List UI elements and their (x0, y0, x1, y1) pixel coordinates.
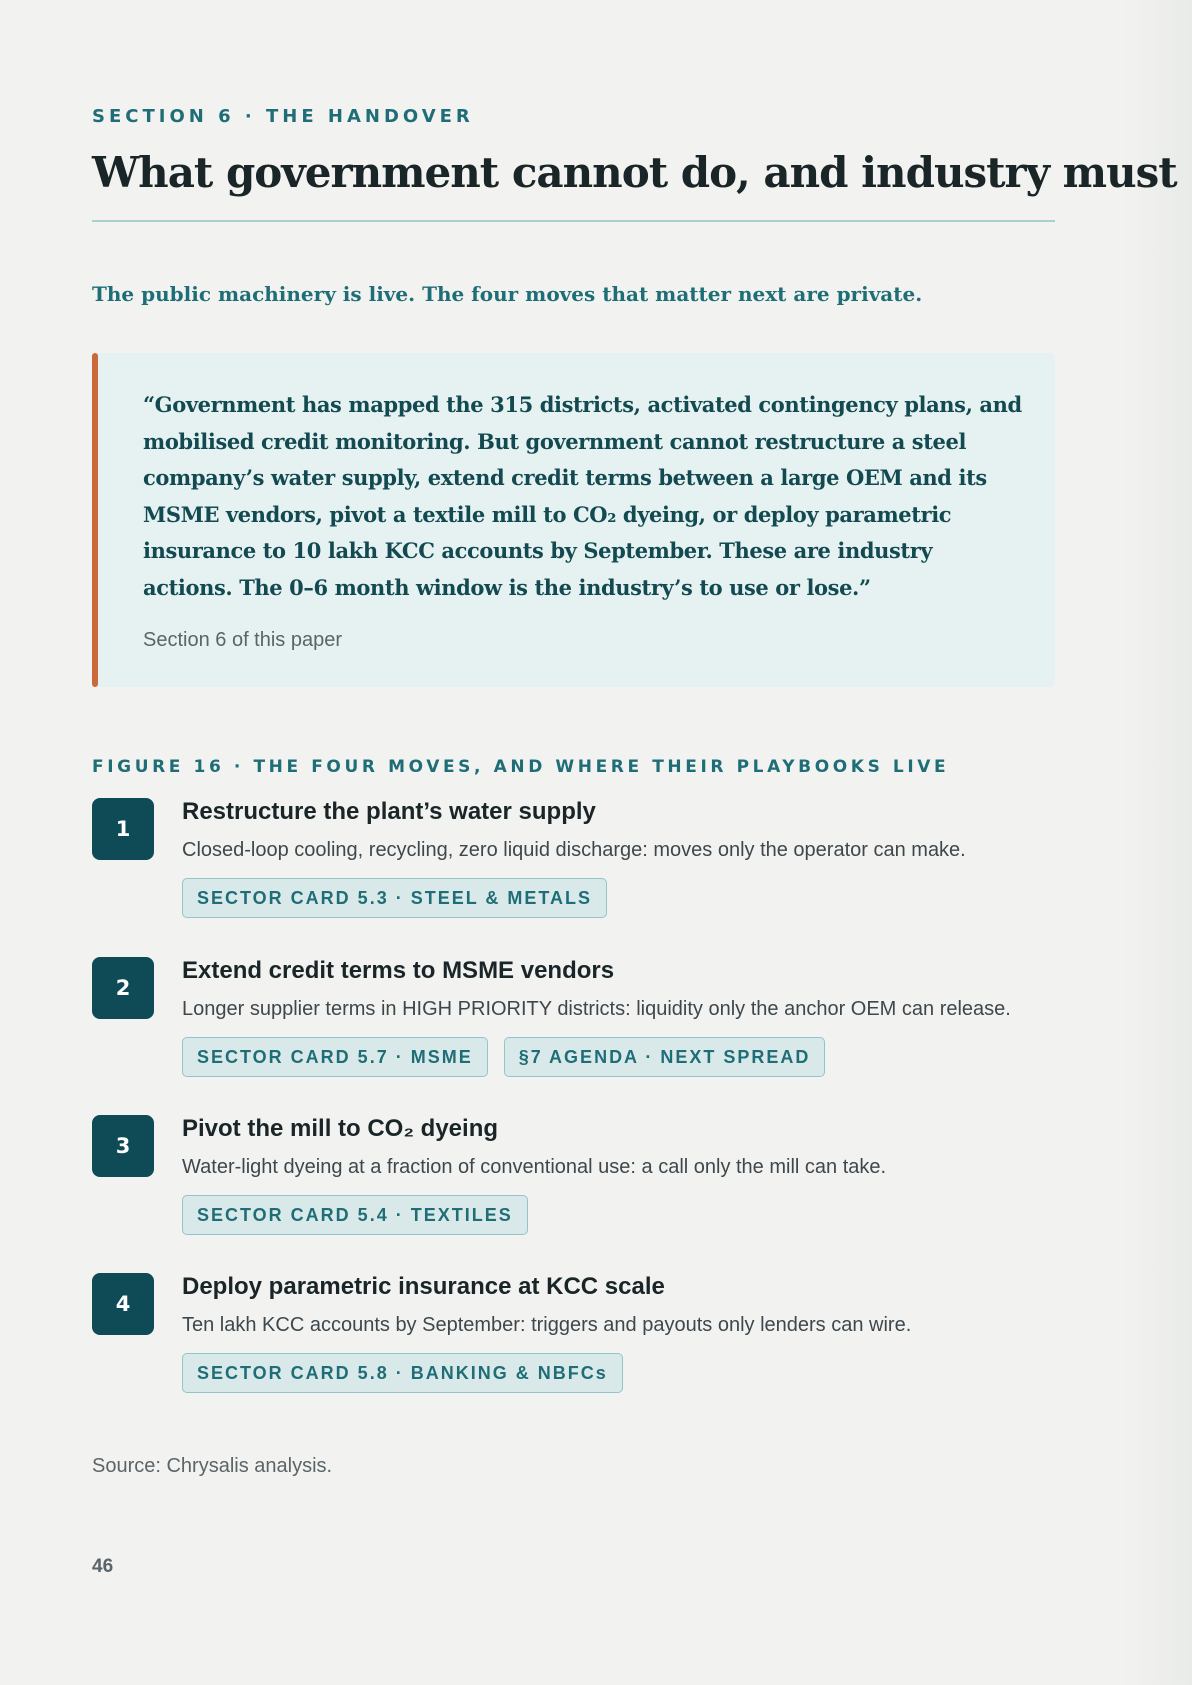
lede: The public machinery is live. The four moves that matter next are private. (92, 282, 923, 306)
pull-quote (92, 353, 1055, 687)
move-title: Pivot the mill to CO₂ dyeing (182, 1115, 499, 1142)
page-number: 46 (92, 1556, 114, 1577)
move-title: Restructure the plant’s water supply (182, 798, 596, 825)
sector-card-tag[interactable]: SECTOR CARD 5.3 · STEEL & METALS (182, 878, 607, 918)
move-tags (182, 1195, 528, 1235)
quote-text: “Government has mapped the 315 districts, activated contingency plans, and mobilised credit monitoring. But government cannot restructure a steel company’s water supply, extend credit terms between a large OEM and its MSME vendors, pivot a textile mill to CO₂ dyeing, or deploy parametric insurance to 10 lakh KCC accounts by September. These are industry actions. The 0–6 month window is the industry’s to use or lose.” (143, 392, 1022, 600)
page-title: What government cannot do, and industry must (92, 148, 1177, 197)
title-divider (92, 220, 1055, 222)
move-tags (182, 1037, 825, 1077)
source-note: Source: Chrysalis analysis. (92, 1455, 333, 1477)
move-description: Water-light dyeing at a fraction of conventional use: a call only the mill can take. (182, 1156, 887, 1178)
move-tags (182, 878, 607, 918)
move-description: Closed-loop cooling, recycling, zero liquid discharge: moves only the operator can make. (182, 839, 966, 861)
sector-card-tag[interactable]: SECTOR CARD 5.7 · MSME (182, 1037, 488, 1077)
sector-card-tag[interactable]: SECTOR CARD 5.4 · TEXTILES (182, 1195, 528, 1235)
move-title: Extend credit terms to MSME vendors (182, 957, 615, 984)
move-description: Ten lakh KCC accounts by September: triggers and payouts only lenders can wire. (182, 1314, 912, 1336)
move-number-badge: 4 (92, 1273, 154, 1335)
move-tags (182, 1353, 623, 1393)
section-eyebrow: SECTION 6 · THE HANDOVER (92, 106, 474, 127)
move-number-badge: 3 (92, 1115, 154, 1177)
move-description: Longer supplier terms in HIGH PRIORITY districts: liquidity only the anchor OEM can release. (182, 998, 1011, 1020)
quote-attribution: Section 6 of this paper (143, 629, 343, 651)
quote-accent-bar (92, 353, 98, 687)
agenda-tag[interactable]: §7 AGENDA · NEXT SPREAD (504, 1037, 826, 1077)
figure-label: FIGURE 16 · THE FOUR MOVES, AND WHERE THEIR PLAYBOOKS LIVE (92, 757, 950, 777)
move-number-badge: 1 (92, 798, 154, 860)
move-title: Deploy parametric insurance at KCC scale (182, 1273, 665, 1300)
move-number-badge: 2 (92, 957, 154, 1019)
sector-card-tag[interactable]: SECTOR CARD 5.8 · BANKING & NBFCs (182, 1353, 623, 1393)
